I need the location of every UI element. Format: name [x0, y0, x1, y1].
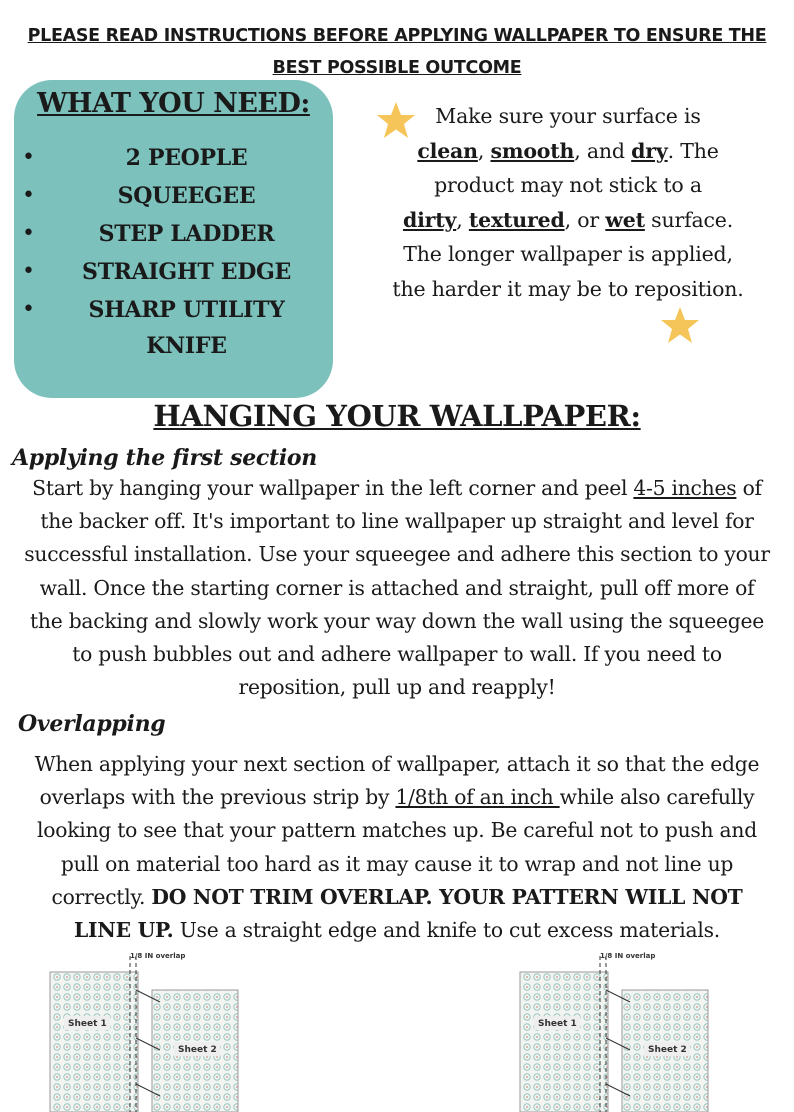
instructions-notice: PLEASE READ INSTRUCTIONS BEFORE APPLYING WALLPAPER TO ENSURE THE BEST POSSIBLE OUTCOME	[27, 26, 767, 78]
surface-text: , and	[574, 138, 632, 163]
surface-text: Make sure your surface is	[435, 104, 701, 128]
star-shape	[661, 307, 699, 343]
keyword-clean: clean	[417, 138, 478, 163]
supply-item: STEP LADDER	[98, 221, 275, 247]
keyword-smooth: smooth	[490, 138, 575, 163]
first-measure: 4-5 inches	[633, 476, 737, 500]
overlap-warning: DO NOT TRIM OVERLAP. YOUR PATTERN WILL NOT LINE UP.	[74, 884, 743, 943]
supply-item: STRAIGHT EDGE	[81, 259, 291, 285]
supply-item: SQUEEGEE	[117, 183, 256, 209]
sheet-2-label: Sheet 2	[178, 1045, 217, 1055]
hanging-title: HANGING YOUR WALLPAPER:	[153, 399, 641, 433]
bullet-icon: •	[22, 297, 35, 322]
overlap-diagram-left	[42, 952, 254, 1112]
supply-item: SHARP UTILITY KNIFE	[88, 297, 285, 359]
overlapping-title: Overlapping	[18, 711, 166, 737]
overlap-label: 1/8 IN overlap	[600, 952, 656, 960]
surface-note	[392, 99, 744, 306]
overlap-diagram-right	[512, 952, 724, 1112]
overlap-text: while also carefully looking to see that your pattern matches up. Be careful not to push and pull on material too hard as it may cause it to wrap and not line up correctly.	[37, 785, 757, 909]
keyword-dirty: dirty	[402, 207, 457, 232]
supply-item: 2 PEOPLE	[125, 145, 248, 171]
overlap-measure: 1/8th of an inch	[395, 785, 560, 810]
supplies-list	[14, 140, 333, 359]
list-item	[14, 178, 333, 216]
overlapping-text	[22, 748, 772, 947]
surface-text: . The product may not stick to a	[434, 138, 719, 197]
first-text: Start by hanging your wallpaper in the left corner and peel	[32, 476, 634, 500]
keyword-dry: dry	[631, 138, 668, 163]
list-item	[14, 254, 333, 292]
first-section-title: Applying the first section	[12, 445, 317, 471]
surface-text: ,	[456, 207, 469, 232]
surface-text: surface. The longer wallpaper is applied, the harder it may be to reposition.	[392, 207, 744, 301]
keyword-textured: textured	[468, 207, 565, 232]
first-text: of the backer off. It's important to line wallpaper up straight and level for successful installation. Use your squeegee and adhere this section to your wall. Once the starting corner is attached and straight, pull off more of the backing and slowly work your way down the wall using the squeegee to push bubbles out and adhere wallpaper to wall. If you need to reposition, pull up and reapply!	[24, 476, 770, 700]
list-item	[14, 140, 333, 178]
sheet-1	[50, 972, 138, 1112]
overlap-text: When applying your next section of wallpaper, attach it so that the edge overlaps with the previous strip by	[34, 752, 760, 810]
keyword-wet: wet	[605, 207, 645, 232]
bullet-icon: •	[22, 221, 35, 246]
overlap-text: Use a straight edge and knife to cut excess materials.	[173, 918, 720, 943]
sheet-1-label: Sheet 1	[538, 1019, 577, 1029]
surface-text: ,	[477, 138, 491, 163]
list-item	[14, 216, 333, 254]
sheet-1-label: Sheet 1	[68, 1019, 107, 1029]
first-section-text	[24, 472, 770, 704]
bullet-icon: •	[22, 145, 35, 170]
sheet-2-label: Sheet 2	[648, 1045, 687, 1055]
bullet-icon: •	[22, 183, 35, 208]
overlap-label: 1/8 IN overlap	[130, 952, 186, 960]
bullet-icon: •	[22, 259, 35, 284]
surface-text: , or	[564, 207, 606, 232]
list-item	[14, 292, 333, 359]
sheet-1	[520, 972, 608, 1112]
what-you-need-title: WHAT YOU NEED:	[37, 88, 310, 119]
star-icon	[660, 305, 700, 345]
